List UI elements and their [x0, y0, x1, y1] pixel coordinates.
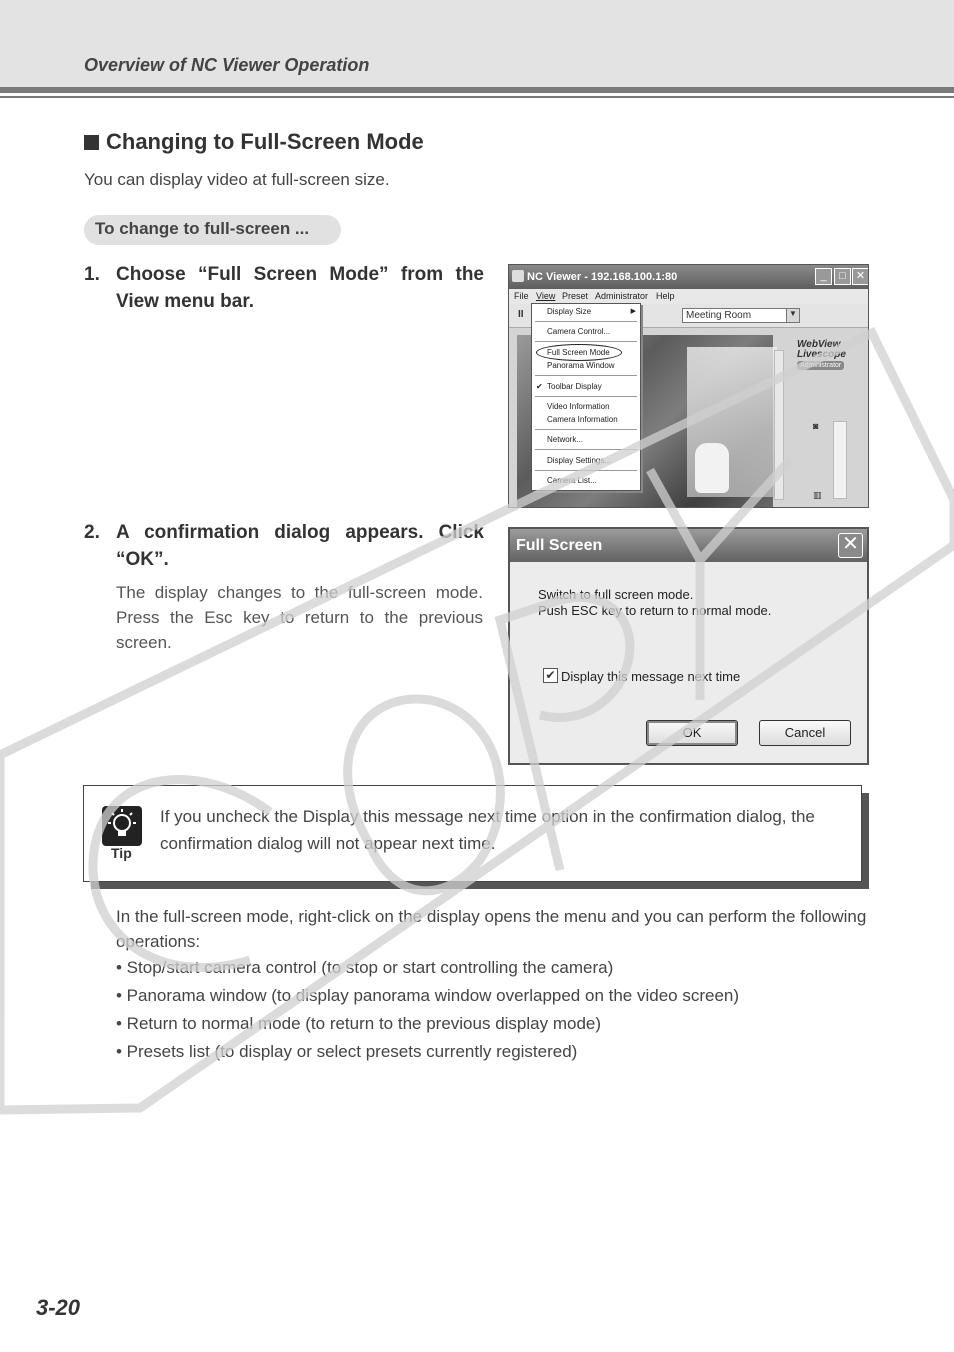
page-number: 3-20 — [36, 1295, 81, 1320]
menu-separator — [535, 429, 637, 430]
lightbulb-icon — [102, 806, 142, 846]
maximize-icon[interactable]: □ — [834, 268, 851, 285]
menu-separator — [535, 470, 637, 471]
menu-separator — [535, 449, 637, 450]
lightbulb-icon-graphic — [102, 806, 142, 846]
step-2-body: The display changes to the full-screen mode. Press the Esc key to return to the previous screen. — [116, 583, 483, 652]
header-rule-thick — [0, 87, 954, 93]
step-1-number: 1. — [84, 264, 100, 285]
submenu-arrow-icon: ▶ — [630, 308, 636, 315]
bullet-item: • Presets list (to display or select presets currently registered) — [116, 1042, 578, 1061]
menu-item-camera-control[interactable]: Camera Control... — [547, 327, 611, 336]
ok-button[interactable]: OK — [646, 720, 738, 746]
menu-item-full-screen-mode[interactable]: Full Screen Mode — [547, 348, 610, 357]
view-menu-dropdown — [531, 303, 641, 491]
nc-viewer-title: NC Viewer - 192.168.100.1:80 — [527, 271, 678, 283]
menu-item-camera-information[interactable]: Camera Information — [547, 415, 618, 424]
menu-item-panorama-window[interactable]: Panorama Window — [547, 361, 615, 370]
header-title: Overview of NC Viewer Operation — [84, 55, 370, 75]
zoom-icon[interactable]: ▥ — [813, 490, 822, 500]
checkmark-icon: ✔ — [536, 382, 543, 391]
body-paragraph: In the full-screen mode, right-click on the display opens the menu and you can perform the following operations: — [116, 907, 867, 951]
brand-line-1: WebView — [797, 339, 841, 350]
preset-combo[interactable] — [682, 308, 800, 323]
admin-badge: Administrator — [797, 361, 844, 370]
menu-file[interactable]: File — [514, 291, 529, 301]
tip-text: If you uncheck the Display this message next time option in the confirmation dialog, the confirmation dialog will not appear next time. — [160, 807, 815, 853]
bullet-item: • Return to normal mode (to return to the previous display mode) — [116, 1014, 602, 1033]
brand-line-2: Livescope — [797, 349, 846, 360]
menu-item-network[interactable]: Network... — [547, 435, 584, 444]
bullet-item: • Panorama window (to display panorama window overlapped on the video screen) — [116, 986, 740, 1005]
menu-help[interactable]: Help — [656, 291, 675, 301]
menu-item-display-settings[interactable]: Display Settings... — [547, 456, 612, 465]
app-icon — [512, 270, 524, 282]
menu-separator — [535, 396, 637, 397]
close-icon[interactable]: ✕ — [852, 268, 869, 285]
menu-item-toolbar-display[interactable]: Toolbar Display — [547, 382, 602, 391]
close-icon[interactable]: ✕ — [838, 533, 863, 558]
procedure-label: To change to full-screen ... — [84, 215, 341, 245]
nc-viewer-menubar — [509, 289, 868, 304]
menu-item-camera-list[interactable]: Camera List... — [547, 476, 597, 485]
video-chair — [695, 443, 729, 493]
header-rule-thin — [0, 96, 954, 98]
step-2-number: 2. — [84, 522, 100, 543]
preset-combo-value: Meeting Room — [686, 310, 752, 321]
menu-separator — [535, 375, 637, 376]
dialog-title: Full Screen — [510, 529, 867, 562]
zoom-slider[interactable] — [833, 421, 847, 499]
nc-viewer-screenshot — [508, 264, 869, 508]
display-message-checkbox[interactable]: ✔ — [543, 668, 558, 683]
full-screen-dialog-screenshot — [508, 527, 869, 765]
tip-label: Tip — [111, 845, 132, 861]
bullet-item: • Stop/start camera control (to stop or start controlling the camera) — [116, 958, 614, 977]
menu-item-display-size[interactable]: Display Size — [547, 307, 592, 316]
chevron-down-icon[interactable]: ▼ — [786, 309, 799, 322]
step-2-text: A confirmation dialog appears. Click “OK”. — [116, 522, 484, 570]
menu-administrator[interactable]: Administrator — [595, 291, 649, 301]
section-intro: You can display video at full-screen size. — [84, 170, 390, 189]
dialog-message-line-1: Switch to full screen mode. — [538, 587, 694, 602]
minimize-icon[interactable]: _ — [815, 268, 832, 285]
menu-item-video-information[interactable]: Video Information — [547, 402, 610, 411]
menu-preset[interactable]: Preset — [562, 291, 589, 301]
menu-separator — [535, 341, 637, 342]
display-message-checkbox-label[interactable]: Display this message next time — [561, 669, 741, 684]
pause-icon[interactable]: II — [518, 309, 524, 320]
cancel-button[interactable]: Cancel — [759, 720, 851, 746]
section-heading-text: Changing to Full-Screen Mode — [106, 129, 424, 154]
square-bullet-icon — [84, 135, 99, 150]
dialog-message-line-2: Push ESC key to return to normal mode. — [538, 603, 772, 618]
step-1-text: Choose “Full Screen Mode” from the View menu bar. — [116, 264, 484, 312]
menu-view[interactable]: View — [536, 291, 556, 301]
camera-icon[interactable]: ◙ — [813, 421, 819, 431]
menu-separator — [535, 321, 637, 322]
video-scrollbar[interactable] — [774, 350, 784, 500]
brand-logo — [797, 340, 846, 360]
section-heading — [84, 129, 424, 155]
